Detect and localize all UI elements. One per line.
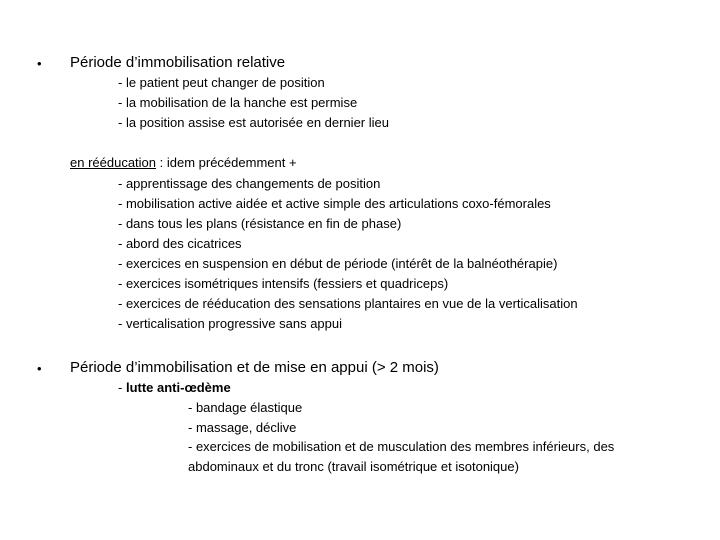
reeducation-list	[118, 174, 578, 334]
list-item: - la position assise est autorisée en dernier lieu	[118, 115, 389, 130]
list-item: - abord des cicatrices	[118, 236, 242, 251]
list-item: - exercices de mobilisation et de musculation des membres inférieurs, des	[188, 439, 615, 454]
reeducation-line	[70, 153, 297, 173]
list-item: - exercices en suspension en début de période (intérêt de la balnéothérapie)	[118, 256, 558, 271]
list-item: - exercices de rééducation des sensations plantaires en vue de la verticalisation	[118, 296, 578, 311]
section-1-title: Période d’immobilisation relative	[70, 54, 286, 71]
list-item: - bandage élastique	[188, 400, 303, 415]
list-item: - dans tous les plans (résistance en fin de phase)	[118, 216, 402, 231]
list-item: abdominaux et du tronc (travail isométrique et isotonique)	[188, 458, 519, 474]
bullet-2: •	[37, 361, 42, 376]
section-2-title: Période d’immobilisation et de mise en appui (> 2 mois)	[70, 359, 439, 376]
section-2-list	[188, 398, 614, 476]
reeducation-label: en rééducation	[70, 155, 157, 170]
subheading-line	[118, 378, 231, 398]
list-item: - mobilisation active aidée et active simple des articulations coxo-fémorales	[118, 196, 551, 211]
list-item: - la mobilisation de la hanche est permise	[118, 95, 358, 110]
subheading-dash: -	[118, 380, 126, 395]
list-item: - verticalisation progressive sans appui	[118, 316, 342, 331]
list-item: - apprentissage des changements de position	[118, 176, 381, 191]
list-item: - massage, déclive	[188, 419, 297, 435]
list-item: - le patient peut changer de position	[118, 75, 325, 90]
bullet-1: •	[37, 56, 42, 71]
section-1-list	[118, 73, 389, 133]
list-item: - exercices isométriques intensifs (fessiers et quadriceps)	[118, 276, 449, 291]
reeducation-suffix: : idem précédemment +	[156, 155, 297, 170]
subheading: lutte anti-œdème	[125, 380, 231, 395]
